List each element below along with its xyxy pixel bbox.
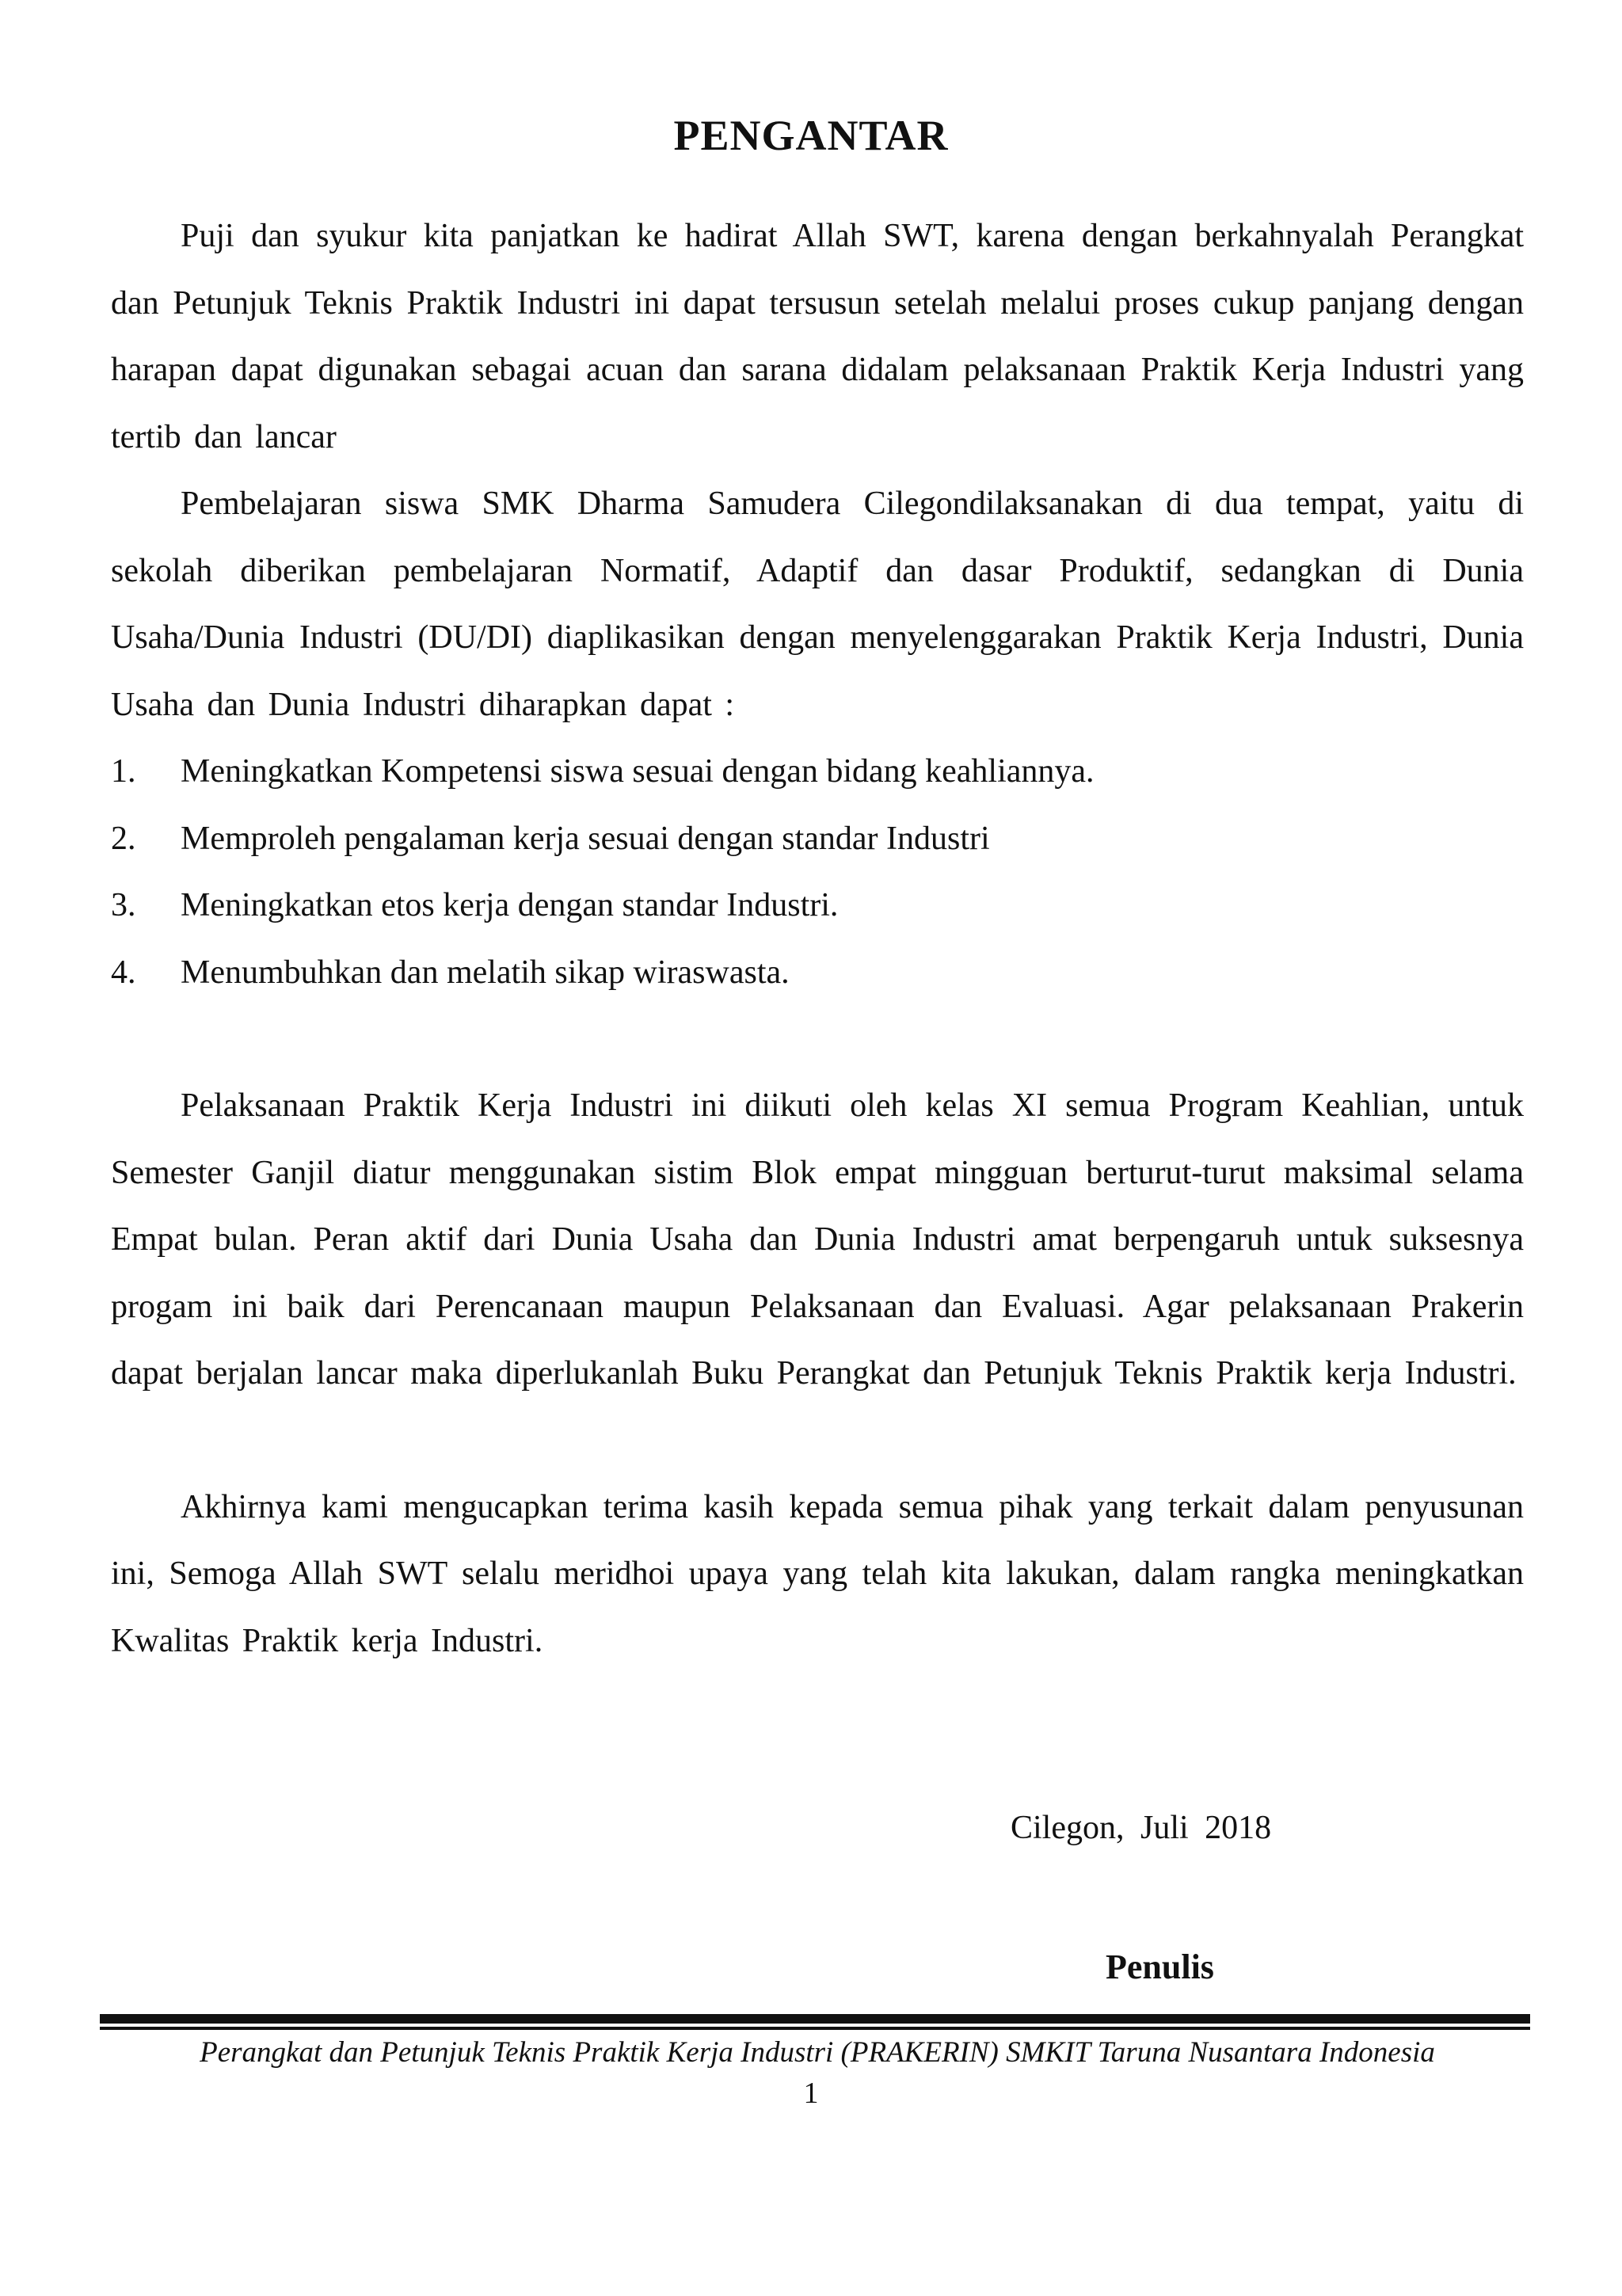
list-text: Menumbuhkan dan melatih sikap wiraswasta. xyxy=(181,954,790,991)
list-item xyxy=(111,805,1524,873)
list-number: 2. xyxy=(111,820,136,857)
footer-divider-thin xyxy=(100,2027,1530,2030)
paragraph-opening: Puji dan syukur kita panjatkan ke hadirat Allah SWT, karena dengan berkahnyalah Perangkat dan Petunjuk Teknis Praktik Industri ini dapat tersusun setelah melalui proses cukup panjang dengan harapan dapat digunakan sebagai acuan dan sarana didalam pelaksanaan Praktik Kerja Industri yang tertib dan lancar xyxy=(111,218,1524,455)
city-date: Cilegon, Juli 2018 xyxy=(1011,1810,1272,1846)
list-text: Meningkatkan etos kerja dengan standar Industri. xyxy=(181,887,839,923)
list-text: Memproleh pengalaman kerja sesuai dengan standar Industri xyxy=(181,820,990,857)
list-item xyxy=(111,872,1524,939)
document-body xyxy=(111,203,1524,1674)
footer-text: Perangkat dan Petunjuk Teknis Praktik Kerja Industri (PRAKERIN) SMKIT Taruna Nusantara Indonesia xyxy=(200,2036,1435,2069)
list-number: 1. xyxy=(111,753,136,790)
paragraph-learning: Pembelajaran siswa SMK Dharma Samudera Cilegondilaksanakan di dua tempat, yaitu di sekolah diberikan pembelajaran Normatif, Adaptif dan dasar Produktif, sedangkan di Dunia Usaha/Dunia Industri (DU/DI) diaplikasikan dengan menyelenggarakan Praktik Kerja Industri, Dunia Usaha dan Dunia Industri diharapkan dapat : xyxy=(111,485,1524,723)
page-number: 1 xyxy=(803,2077,819,2110)
expectations-list xyxy=(111,738,1524,1006)
paragraph-implementation: Pelaksanaan Praktik Kerja Industri ini diikuti oleh kelas XI semua Program Keahlian, untuk Semester Ganjil diatur menggunakan sistim Blok empat mingguan berturut-turut maksimal selama Empat bulan. Peran aktif dari Dunia Usaha dan Dunia Industri amat berpengaruh untuk suksesnya progam ini baik dari Perencanaan maupun Pelaksanaan dan Evaluasi. Agar pelaksanaan Prakerin dapat berjalan lancar maka diperlukanlah Buku Perangkat dan Petunjuk Teknis Praktik kerja Industri. xyxy=(111,1087,1524,1392)
list-number: 3. xyxy=(111,887,136,923)
footer-divider-thick xyxy=(100,2014,1530,2024)
paragraph-closing: Akhirnya kami mengucapkan terima kasih kepada semua pihak yang terkait dalam penyusunan ini, Semoga Allah SWT selalu meridhoi upaya yang telah kita lakukan, dalam rangka meningkatkan Kwalitas Praktik kerja Industri. xyxy=(111,1488,1524,1659)
list-item xyxy=(111,939,1524,1007)
list-text: Meningkatkan Kompetensi siswa sesuai dengan bidang keahliannya. xyxy=(181,753,1095,790)
page-title: PENGANTAR xyxy=(673,112,949,159)
list-item xyxy=(111,738,1524,805)
list-number: 4. xyxy=(111,954,136,991)
signature-name: Penulis xyxy=(1106,1948,1214,1986)
footer-divider xyxy=(100,2014,1530,2033)
